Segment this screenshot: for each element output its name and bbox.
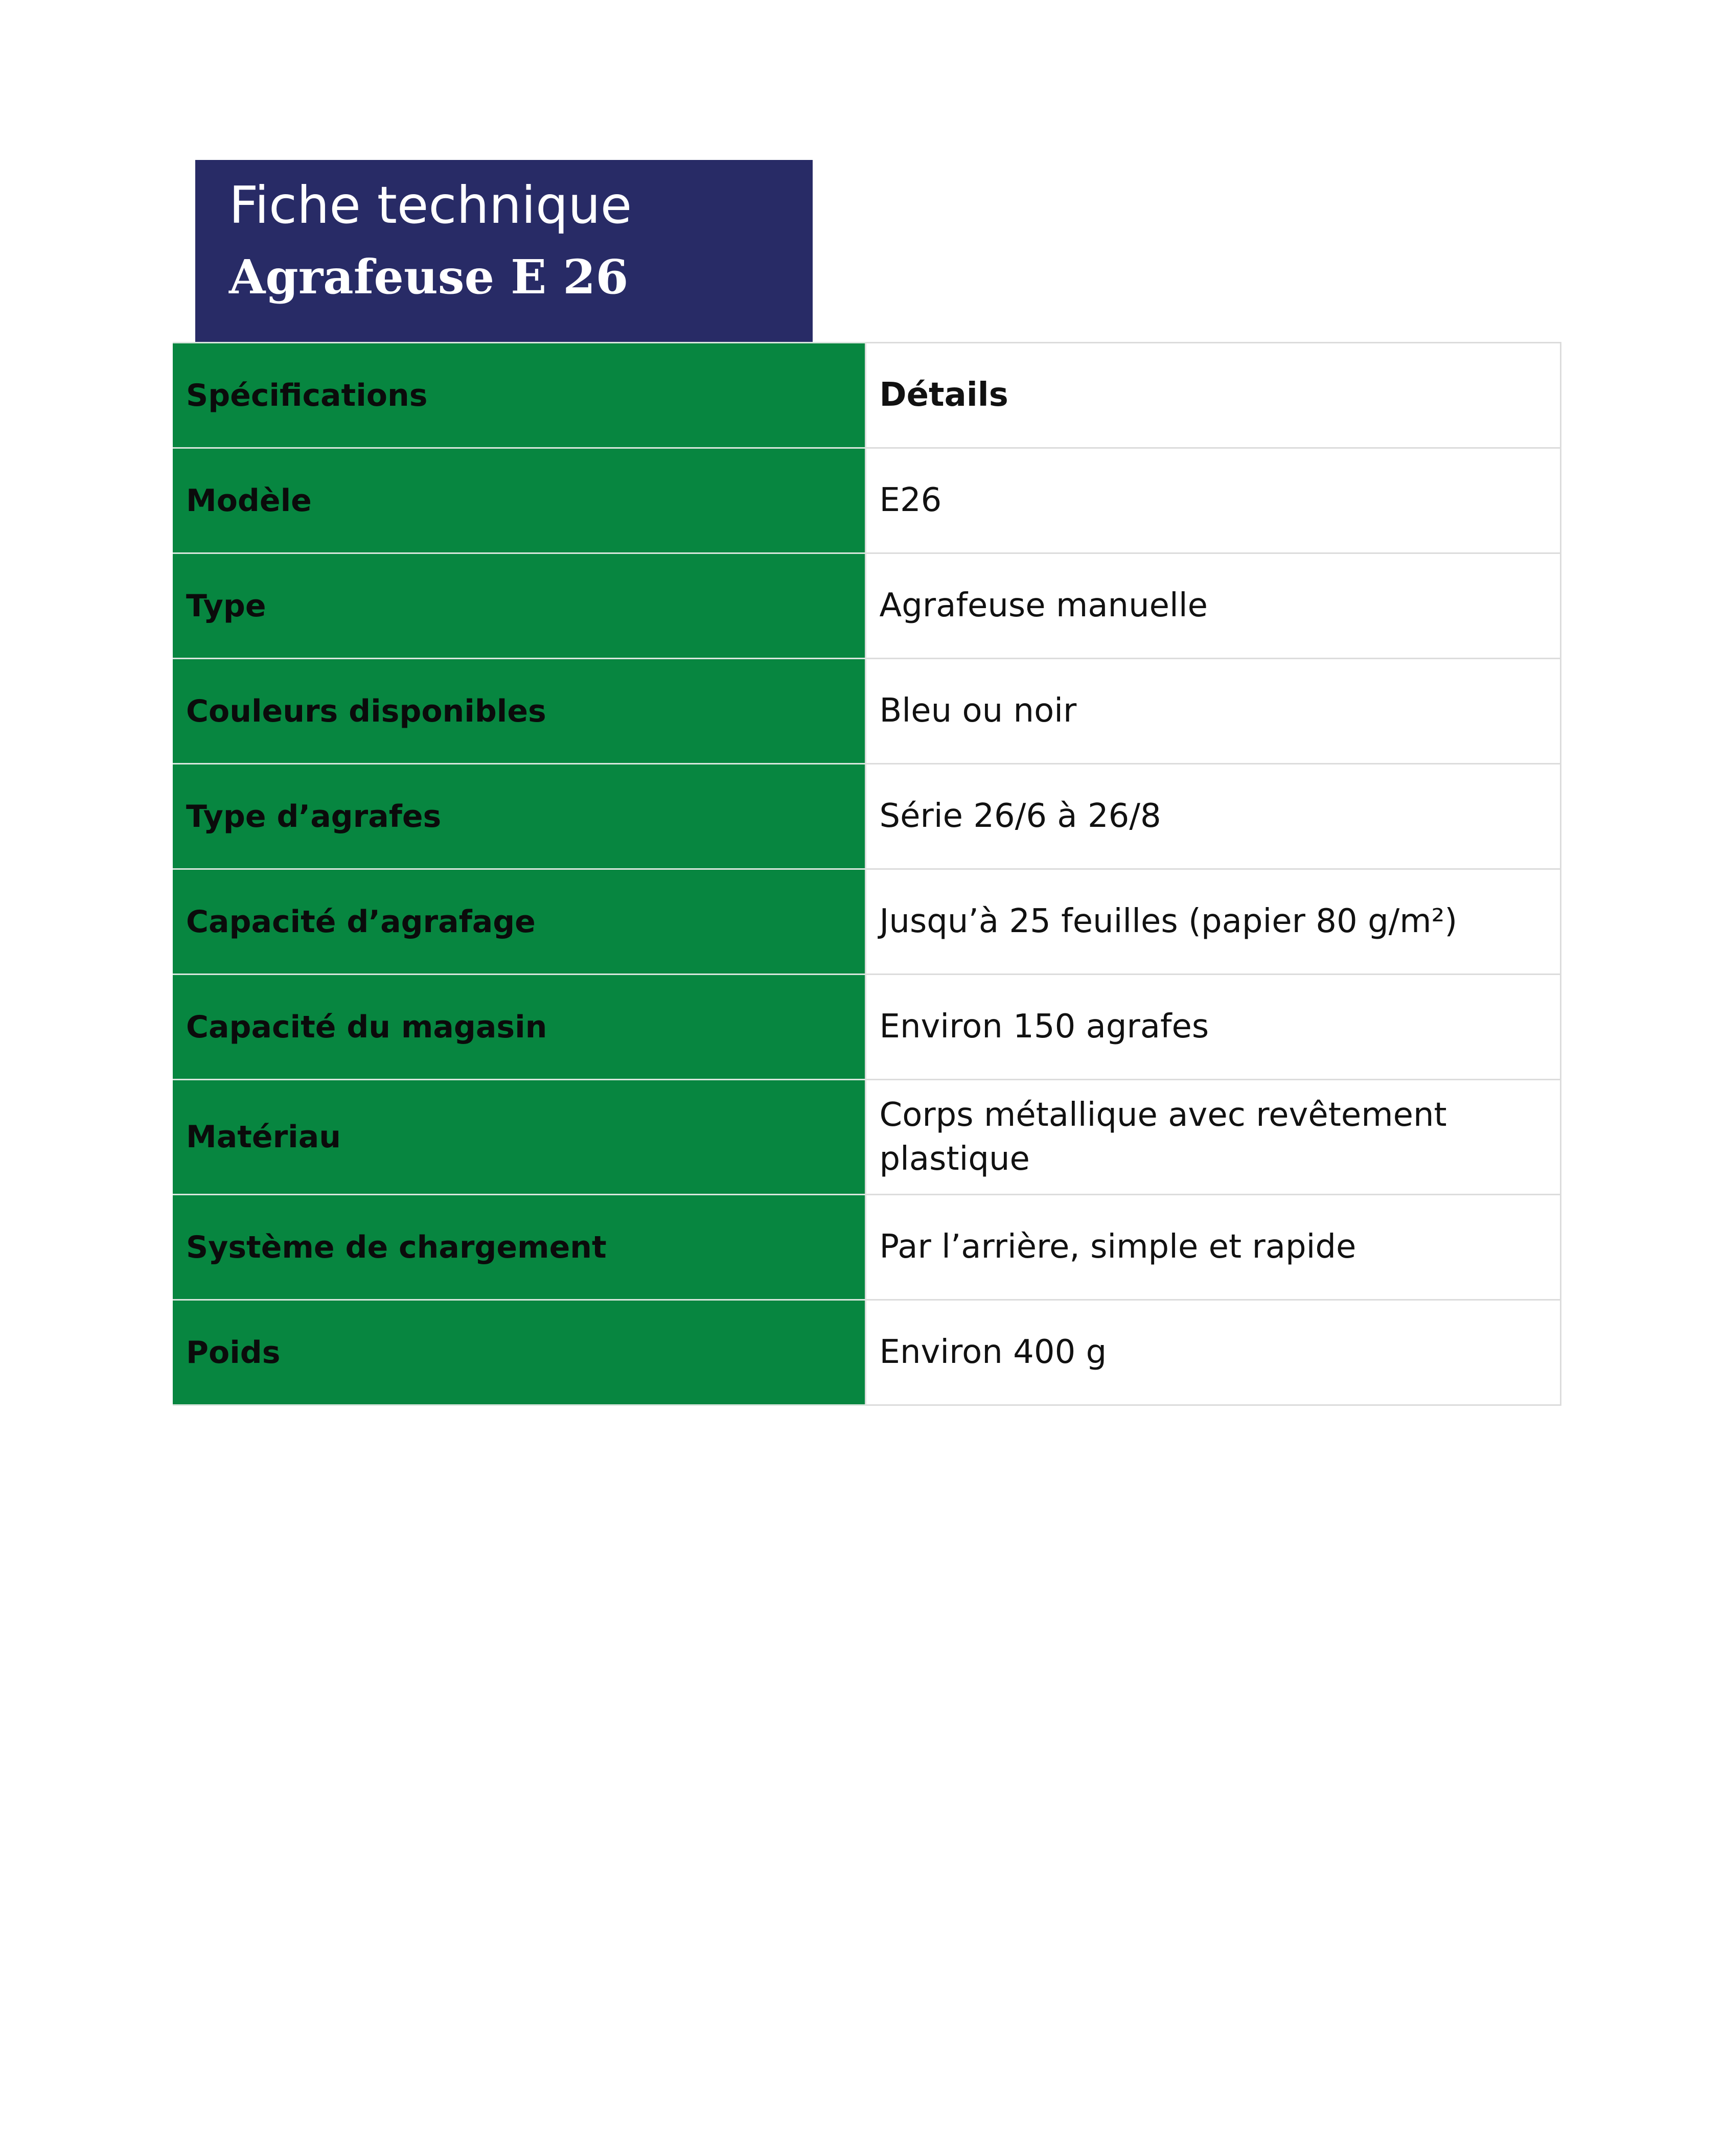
document-title: Fiche technique <box>229 175 632 235</box>
spec-value: Corps métallique avec revêtement plastique <box>865 1080 1560 1195</box>
table-row <box>173 1080 1560 1195</box>
spec-label: Type d’agrafes <box>173 764 865 869</box>
table-row <box>173 1300 1560 1405</box>
spec-label: Matériau <box>173 1080 865 1195</box>
spec-label: Capacité d’agrafage <box>173 869 865 975</box>
table-row <box>173 764 1560 869</box>
spec-value: Agrafeuse manuelle <box>865 553 1560 659</box>
table-header-row <box>173 343 1560 448</box>
spec-table <box>173 342 1561 1406</box>
spec-label: Poids <box>173 1300 865 1405</box>
spec-value: E26 <box>865 448 1560 553</box>
spec-value: Environ 150 agrafes <box>865 975 1560 1080</box>
spec-value: Série 26/6 à 26/8 <box>865 764 1560 869</box>
spec-label: Modèle <box>173 448 865 553</box>
table-row <box>173 448 1560 553</box>
table-row <box>173 869 1560 975</box>
header-details: Détails <box>865 343 1560 448</box>
spec-label: Couleurs disponibles <box>173 659 865 764</box>
spec-value: Bleu ou noir <box>865 659 1560 764</box>
title-banner <box>195 160 813 342</box>
spec-label: Type <box>173 553 865 659</box>
header-specifications: Spécifications <box>173 343 865 448</box>
table-row <box>173 553 1560 659</box>
spec-value: Par l’arrière, simple et rapide <box>865 1195 1560 1300</box>
table-row <box>173 659 1560 764</box>
table-row <box>173 1195 1560 1300</box>
spec-label: Système de chargement <box>173 1195 865 1300</box>
product-name: Agrafeuse E 26 <box>229 249 629 305</box>
spec-label: Capacité du magasin <box>173 975 865 1080</box>
spec-value: Jusqu’à 25 feuilles (papier 80 g/m²) <box>865 869 1560 975</box>
spec-value: Environ 400 g <box>865 1300 1560 1405</box>
table-row <box>173 975 1560 1080</box>
